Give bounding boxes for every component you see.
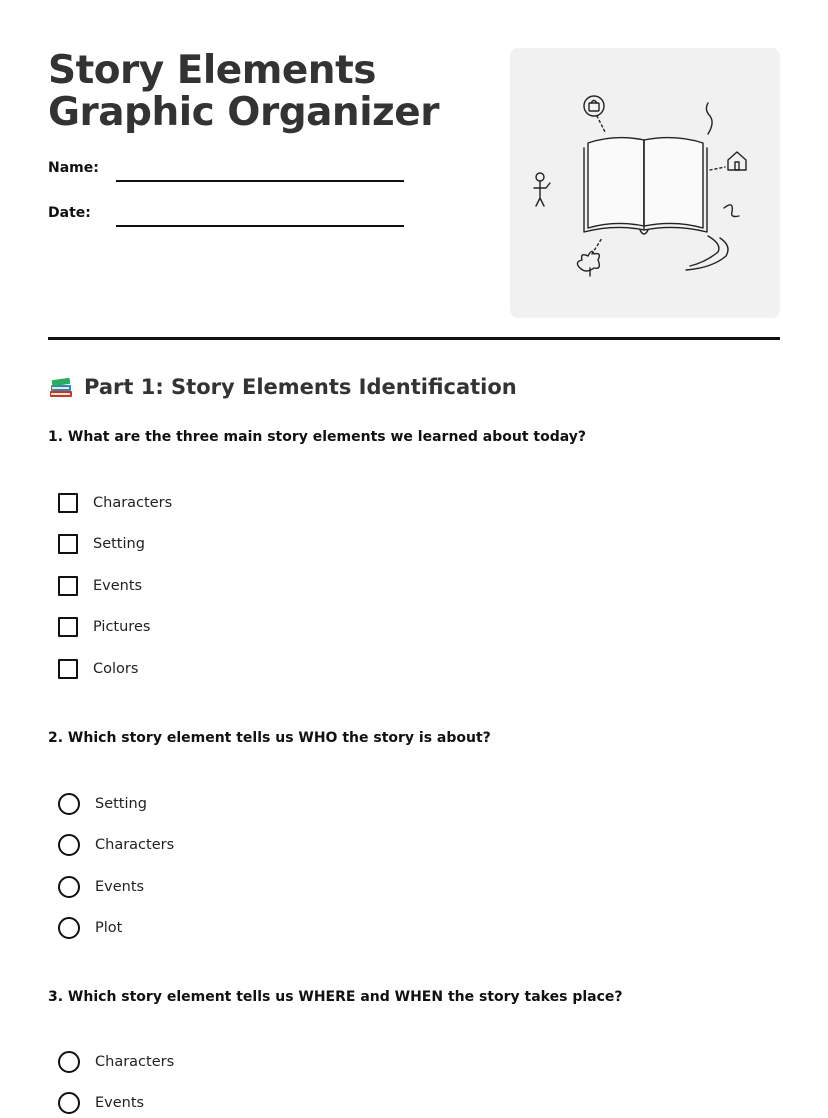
q2-radio[interactable] [58, 876, 80, 898]
part-1-heading [48, 374, 517, 400]
q3-radio[interactable] [58, 1051, 80, 1073]
option-label: Characters [95, 1054, 175, 1070]
option-label: Events [95, 1095, 145, 1111]
option-label: Setting [95, 796, 147, 812]
q3-option-characters[interactable] [58, 1050, 174, 1074]
open-book-illustration [510, 48, 780, 318]
option-label: Plot [95, 920, 123, 936]
q2-radio[interactable] [58, 917, 80, 939]
q2-option-plot[interactable] [58, 916, 122, 940]
question-1: 1. What are the three main story elements we learned about today? [48, 429, 587, 445]
option-label: Colors [93, 661, 139, 677]
q1-checkbox[interactable] [58, 534, 78, 554]
date-field[interactable] [116, 225, 404, 227]
section-divider [48, 337, 780, 340]
option-label: Pictures [93, 619, 151, 635]
q1-option-setting[interactable] [58, 532, 145, 556]
q1-checkbox[interactable] [58, 659, 78, 679]
date-label: Date: [48, 205, 91, 221]
q1-option-colors[interactable] [58, 657, 138, 681]
story-elements-illustration [510, 48, 780, 318]
option-label: Setting [93, 536, 145, 552]
part-1-heading-text: Part 1: Story Elements Identification [84, 375, 517, 399]
name-label: Name: [48, 160, 99, 176]
option-label: Characters [95, 837, 175, 853]
q1-checkbox[interactable] [58, 617, 78, 637]
question-3: 3. Which story element tells us WHERE and WHEN the story takes place? [48, 989, 623, 1005]
q3-option-events[interactable] [58, 1091, 144, 1115]
books-icon [48, 374, 74, 400]
q1-option-characters[interactable] [58, 491, 172, 515]
q3-radio[interactable] [58, 1092, 80, 1114]
q2-option-characters[interactable] [58, 833, 174, 857]
question-2: 2. Which story element tells us WHO the story is about? [48, 730, 491, 746]
option-label: Events [93, 578, 143, 594]
q2-option-events[interactable] [58, 875, 144, 899]
name-field[interactable] [116, 180, 404, 182]
q2-option-setting[interactable] [58, 792, 147, 816]
q1-option-pictures[interactable] [58, 615, 150, 639]
q1-option-events[interactable] [58, 574, 142, 598]
option-label: Characters [93, 495, 173, 511]
q2-radio[interactable] [58, 834, 80, 856]
q2-radio[interactable] [58, 793, 80, 815]
q1-checkbox[interactable] [58, 576, 78, 596]
page-title: Story Elements Graphic Organizer [48, 48, 439, 135]
option-label: Events [95, 879, 145, 895]
q1-checkbox[interactable] [58, 493, 78, 513]
